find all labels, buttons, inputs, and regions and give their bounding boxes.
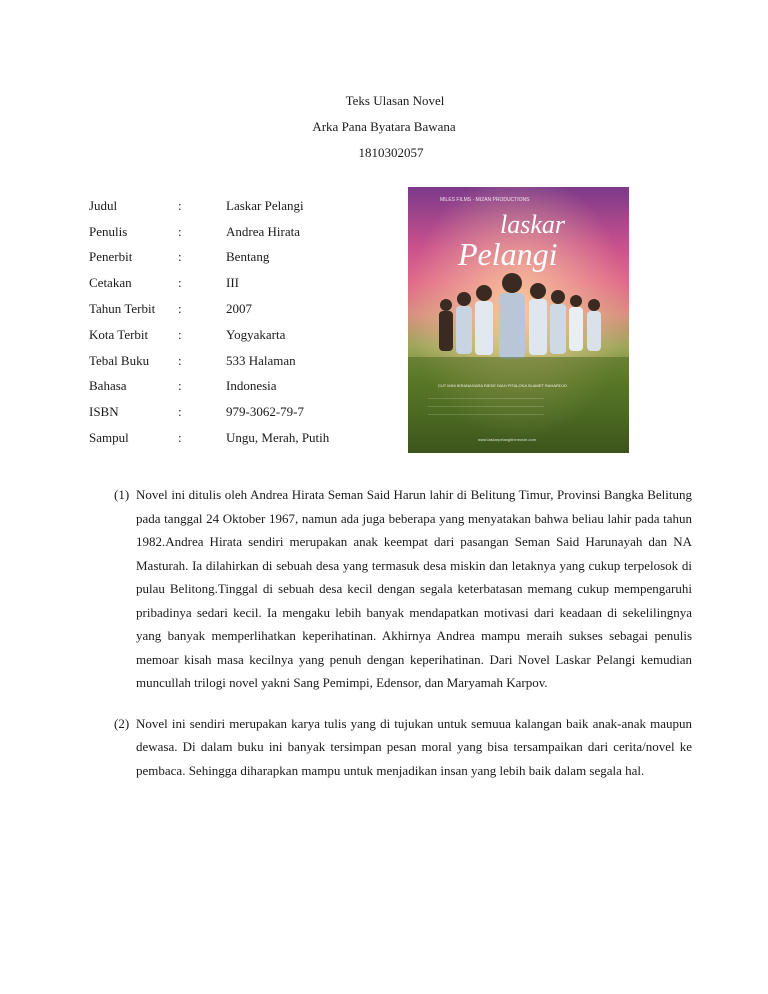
info-key: Judul xyxy=(89,197,118,213)
student-id: 1810302057 xyxy=(358,145,424,160)
author-name: Arka Pana Byatara Bawana xyxy=(312,119,456,134)
info-key: Bahasa xyxy=(89,378,127,394)
info-separator: : xyxy=(178,326,182,342)
document-header xyxy=(0,88,768,166)
info-value: 533 Halaman xyxy=(226,352,296,368)
cover-illustration xyxy=(408,187,629,453)
info-key: Penerbit xyxy=(89,249,133,265)
svg-text:MILES FILMS · MIZAN PRODUCTION: MILES FILMS · MIZAN PRODUCTIONS xyxy=(440,197,530,203)
info-key: Cetakan xyxy=(89,275,132,291)
info-row xyxy=(89,322,406,348)
info-separator: : xyxy=(178,404,182,420)
svg-text:—————————————————————————————: ————————————————————————————— xyxy=(428,403,544,408)
info-key: Penulis xyxy=(89,223,128,239)
info-row xyxy=(89,193,406,219)
info-separator: : xyxy=(178,275,182,291)
info-value: 2007 xyxy=(226,301,252,317)
svg-text:www.laskarpelangithemovie.com: www.laskarpelangithemovie.com xyxy=(478,437,537,442)
svg-text:—————————————————————————————: ————————————————————————————— xyxy=(428,395,544,400)
document-title: Teks Ulasan Novel xyxy=(345,93,445,108)
list-item xyxy=(114,483,692,695)
info-row xyxy=(89,374,406,400)
list-item-text: Novel ini sendiri merupakan karya tulis yang di tujukan untuk semuua kalangan baik anak-anak maupun dewasa. Di dalam buku ini banyak tersimpan pesan moral yang bisa tersampaikan dari cerita/novel ke pembaca. Sehingga diharapkan mampu untuk menjadikan insan yang lebih baik dalam segala hal. xyxy=(136,715,692,778)
info-row xyxy=(89,245,406,271)
info-key: ISBN xyxy=(89,404,119,420)
info-value: 979-3062-79-7 xyxy=(226,404,304,420)
info-key: Tebal Buku xyxy=(89,352,150,368)
book-info-table xyxy=(89,193,406,451)
info-separator: : xyxy=(178,223,182,239)
review-paragraphs xyxy=(114,483,692,782)
info-value: Yogyakarta xyxy=(226,326,286,342)
info-value: Andrea Hirata xyxy=(226,223,300,239)
info-value: III xyxy=(226,275,239,291)
info-separator: : xyxy=(178,197,182,213)
list-item-number: (1) xyxy=(114,487,130,502)
info-separator: : xyxy=(178,249,182,265)
cover-title-line2: Pelangi xyxy=(458,236,558,272)
svg-text:CUT MINI IKRANAGARA RIEKE: CUT MINI IKRANAGARA RIEKE DIAH PITALOKA SLAMET RAHARDJO xyxy=(438,383,567,388)
info-value: Indonesia xyxy=(226,378,277,394)
info-row xyxy=(89,270,406,296)
book-cover-image xyxy=(408,187,629,453)
info-value: Bentang xyxy=(226,249,270,265)
info-key: Tahun Terbit xyxy=(89,301,156,317)
cover-title-line1: laskar xyxy=(500,210,565,239)
info-key: Sampul xyxy=(89,430,129,446)
info-row xyxy=(89,296,406,322)
info-row xyxy=(89,219,406,245)
info-separator: : xyxy=(178,301,182,317)
info-value: Laskar Pelangi xyxy=(226,197,304,213)
info-value: Ungu, Merah, Putih xyxy=(226,430,330,446)
info-row xyxy=(89,348,406,374)
info-row xyxy=(89,425,406,451)
info-separator: : xyxy=(178,378,182,394)
list-item-text: Novel ini ditulis oleh Andrea Hirata Seman Said Harun lahir di Belitung Timur, Provinsi Bangka Belitung pada tanggal 24 Oktober 1967, namun ada juga beberapa yang menyatakan bahwa beliau lahir pada tahun 1982.Andrea Hirata sendiri merupakan anak keempat dari pasangan Seman Said Harunayah dan NA Masturah. Ia dilahirkan di sebuah desa yang termasuk desa miskin dan letaknya yang cukup terpelosok di pulau Belitong.Tinggal di sebuah desa kecil dengan segala keterbatasan memang cukup mempengaruhi pribadinya sedari kecil. Ia mengaku lebih banyak mendapatkan motivasi dari keadaan di sekelilingnya yang banyak memperlihatkan keperihatinan. Akhirnya Andrea mampu meraih sukses sebagai penulis memoar kisah masa kecilnya yang penuh dengan keperihatinan. Dari Novel Laskar Pelangi kemudian muncullah trilogi novel yakni Sang Pemimpi, Edensor, dan Maryamah Karpov. xyxy=(136,487,692,690)
info-separator: : xyxy=(178,430,182,446)
info-row xyxy=(89,399,406,425)
info-key: Kota Terbit xyxy=(89,326,149,342)
info-separator: : xyxy=(178,352,182,368)
list-item xyxy=(114,712,692,783)
svg-text:—————————————————————————————: ————————————————————————————— xyxy=(428,411,544,416)
list-item-number: (2) xyxy=(114,715,130,731)
